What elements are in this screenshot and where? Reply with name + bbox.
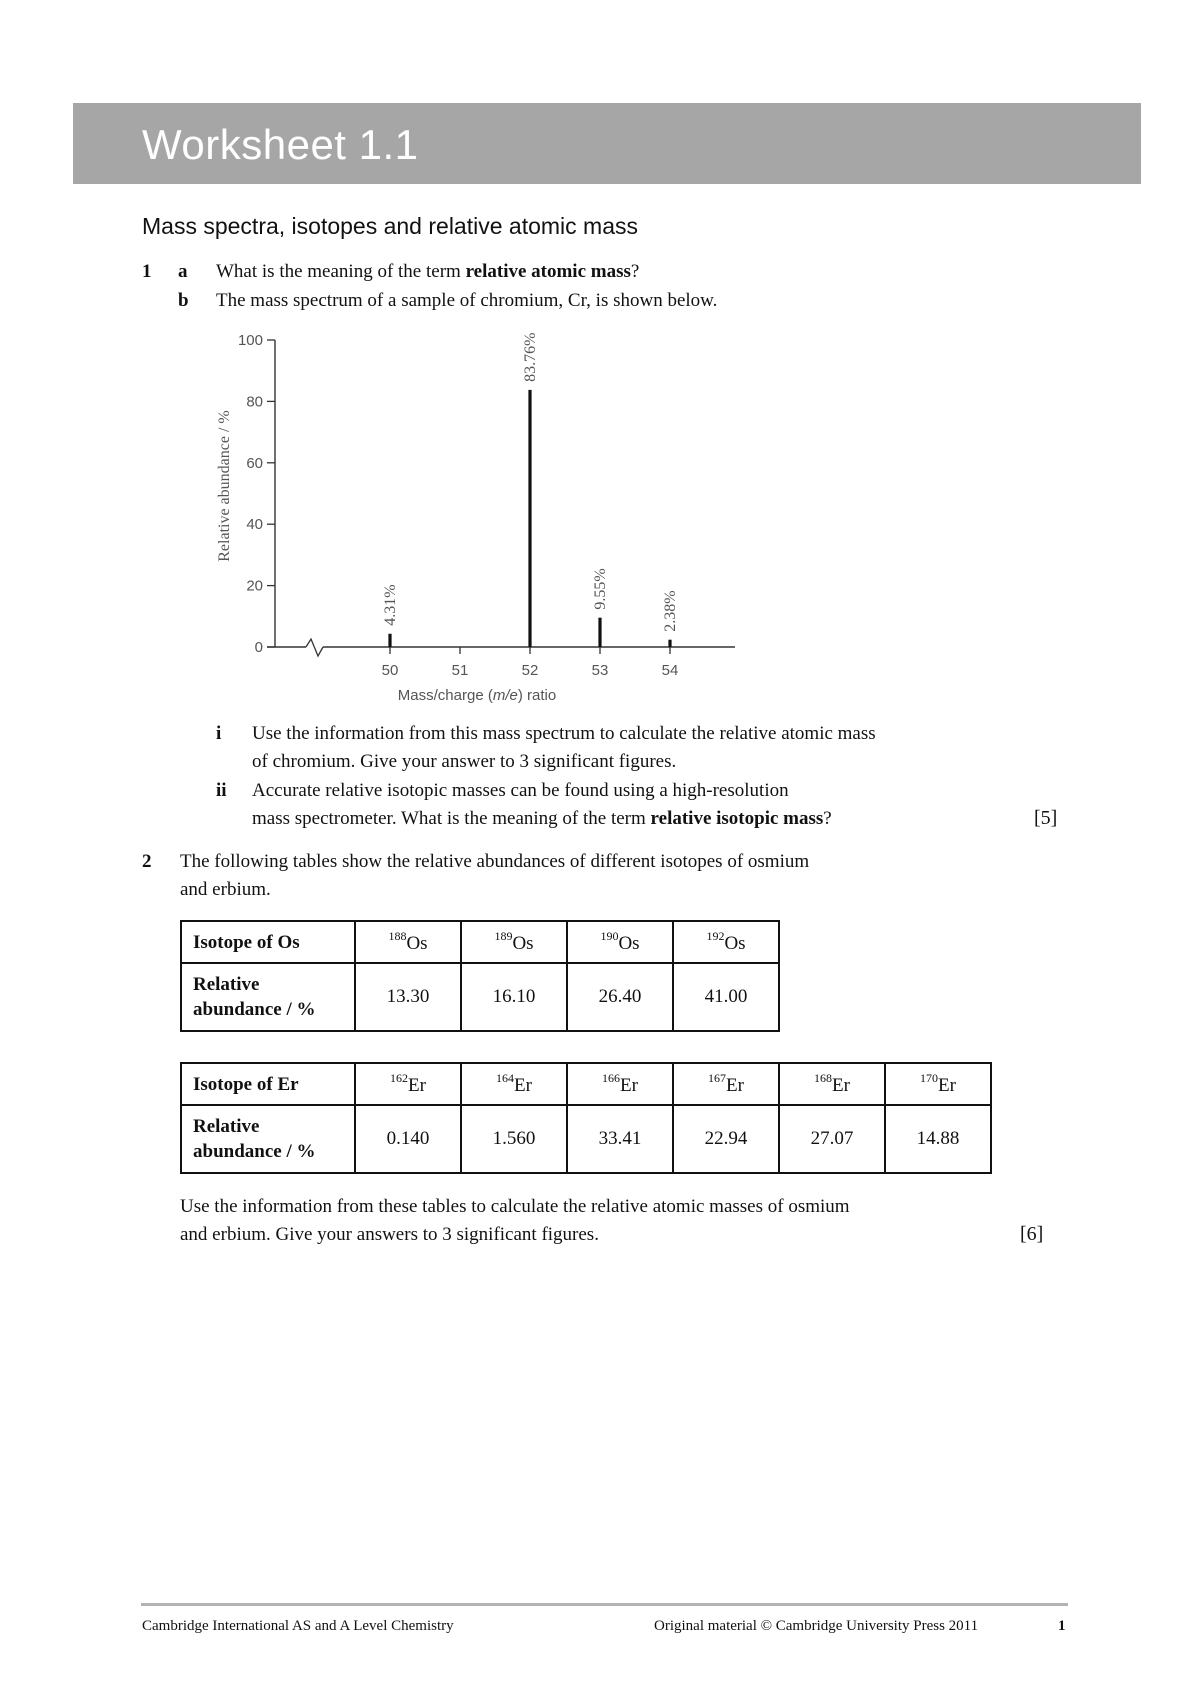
question-1bii-line1: Accurate relative isotopic masses can be found using a high-resolution [252,780,789,801]
question-1bi-line2: of chromium. Give your answer to 3 significant figures. [252,751,677,772]
footer-page-number: 1 [1058,1618,1066,1634]
question-1bii-text-end: ? [823,808,832,829]
question-2-outro-line1: Use the information from these tables to calculate the relative atomic masses of osmium [180,1196,850,1217]
footer-divider [141,1603,1068,1606]
question-2-intro-line1: The following tables show the relative abundances of different isotopes of osmium [180,851,810,872]
y-tick-label: 0 [254,639,263,656]
question-1bi-line1: Use the information from this mass spectrum to calculate the relative atomic mass [252,723,876,744]
abundance-cell: 14.88 [885,1105,991,1173]
question-1-marks: [5] [1034,807,1058,829]
abundance-cell: 1.560 [461,1105,567,1173]
abundance-cell: 26.40 [567,963,673,1031]
x-tick-label: 54 [661,662,679,679]
isotope-cell: $^{188}$Os [355,921,461,963]
axis-break-mark [306,639,323,656]
footer-course-title: Cambridge International AS and A Level Chemistry [142,1618,454,1634]
header-banner [73,103,1141,184]
erbium-isotope-table [180,1062,992,1174]
question-1a-label: a [178,261,188,282]
bar-value-label: 9.55% [592,568,609,610]
y-tick-label: 60 [246,454,263,472]
x-tick-label: 51 [451,662,469,679]
table-row [181,1105,991,1173]
question-1a-key-term: relative atomic mass [465,261,631,282]
question-2-outro-line2: and erbium. Give your answers to 3 significant figures. [180,1224,599,1245]
table-header-cell: Relative abundance / % [181,963,355,1031]
isotope-cell: $^{192}$Os [673,921,779,963]
question-1a-text [216,258,639,286]
isotope-cell: $^{189}$Os [461,921,567,963]
x-axis-label: Mass/charge (m/e) ratio [397,687,557,704]
table-header-cell: Isotope of Er [181,1063,355,1105]
isotope-cell: $^{162}$Er [355,1063,461,1105]
x-tick-label: 52 [521,662,539,679]
question-1-number: 1 [142,261,152,282]
spectrum-bars [382,333,679,647]
question-1bii-line2 [252,805,832,833]
isotope-cell: $^{167}$Er [673,1063,779,1105]
x-tick-label: 50 [381,662,399,679]
isotope-cell: $^{168}$Er [779,1063,885,1105]
y-tick-label: 20 [246,577,263,595]
abundance-cell: 33.41 [567,1105,673,1173]
abundance-cell: 41.00 [673,963,779,1031]
table-row [181,963,779,1031]
table-header-cell: Relative abundance / % [181,1105,355,1173]
y-tick-label: 80 [246,393,263,411]
question-1a-text-start: What is the meaning of the term [216,261,466,282]
bar-value-label: 4.31% [382,584,399,626]
question-1a-text-end: ? [630,261,640,282]
x-axis [267,639,735,679]
question-1bii-text-start: mass spectrometer. What is the meaning of the term [252,808,651,829]
question-2-intro-line2: and erbium. [180,879,271,900]
abundance-cell: 27.07 [779,1105,885,1173]
section-subtitle: Mass spectra, isotopes and relative atomic mass [142,213,638,239]
abundance-cell: 22.94 [673,1105,779,1173]
question-2-number: 2 [142,851,152,872]
abundance-cell: 13.30 [355,963,461,1031]
question-1bii-label: ii [216,780,227,801]
page-title: Worksheet 1.1 [142,121,419,168]
isotope-cell: $^{170}$Er [885,1063,991,1105]
x-tick-label: 53 [591,662,609,679]
table-row [181,921,779,963]
question-1b-text: The mass spectrum of a sample of chromium, Cr, is shown below. [216,290,718,311]
isotope-cell: $^{166}$Er [567,1063,673,1105]
y-tick-label: 100 [237,332,263,349]
y-axis [238,332,275,656]
mass-spectrum-chart [205,322,750,707]
table-header-cell: Isotope of Os [181,921,355,963]
question-1b-label: b [178,290,189,311]
question-1bii-key-term: relative isotopic mass [650,808,824,829]
y-axis-label: Relative abundance / % [216,410,233,562]
abundance-cell: 16.10 [461,963,567,1031]
y-tick-label: 40 [246,516,263,534]
abundance-cell: 0.140 [355,1105,461,1173]
question-2-marks: [6] [1020,1223,1044,1245]
question-1bi-label: i [216,723,222,744]
isotope-cell: $^{164}$Er [461,1063,567,1105]
bar-value-label: 2.38% [662,590,679,632]
osmium-isotope-table [180,920,780,1032]
table-row [181,1063,991,1105]
isotope-cell: $^{190}$Os [567,921,673,963]
footer-copyright: Original material © Cambridge University Press 2011 [654,1618,979,1634]
bar-value-label: 83.76% [522,332,539,382]
